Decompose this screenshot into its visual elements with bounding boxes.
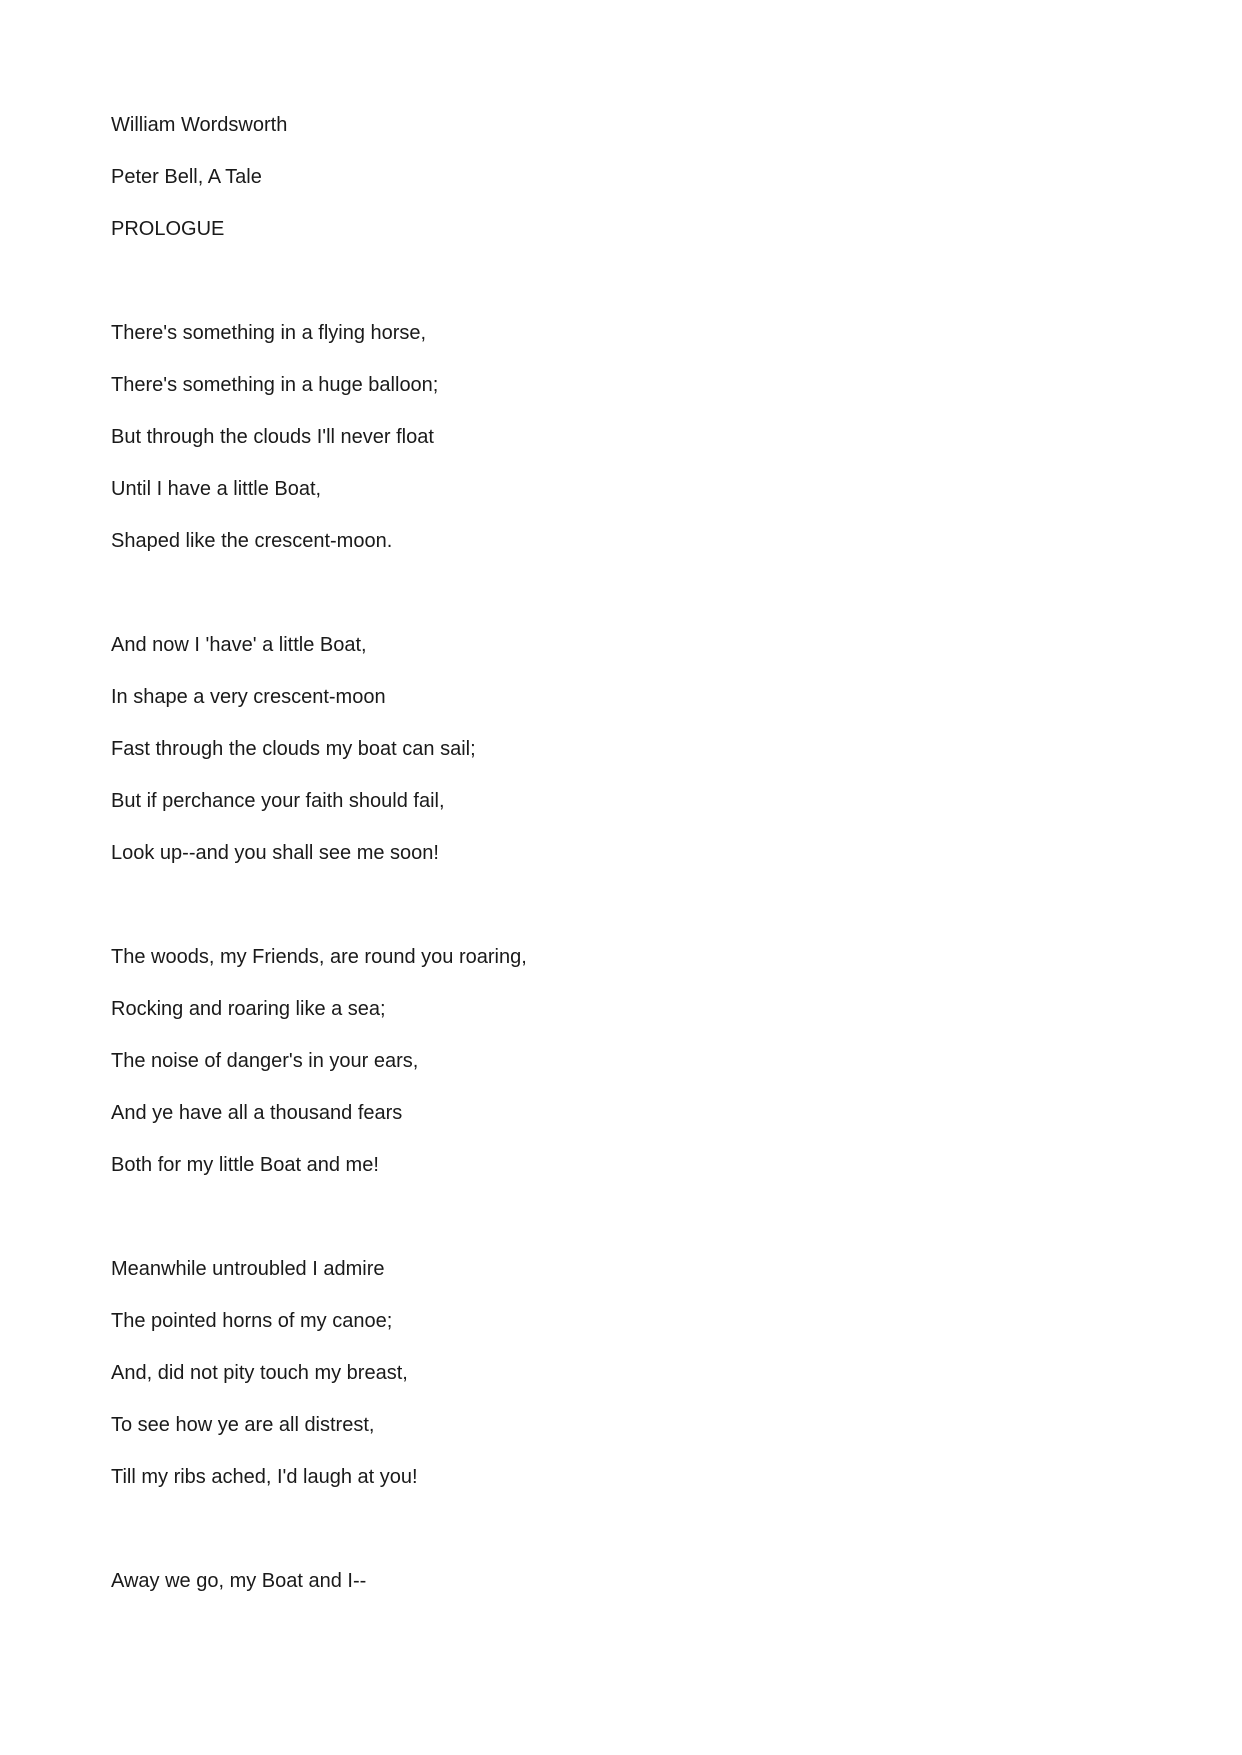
poem-line: Until I have a little Boat,: [111, 478, 322, 500]
poem-line: But through the clouds I'll never float: [111, 426, 434, 448]
poem-line: The pointed horns of my canoe;: [111, 1310, 393, 1332]
poem-line: Both for my little Boat and me!: [111, 1154, 379, 1176]
poem-line: Till my ribs ached, I'd laugh at you!: [111, 1466, 418, 1488]
author-name: William Wordsworth: [111, 114, 288, 136]
poem-line: Away we go, my Boat and I--: [111, 1570, 367, 1592]
poem-line: And, did not pity touch my breast,: [111, 1362, 408, 1384]
poem-line: To see how ye are all distrest,: [111, 1414, 375, 1436]
poem-line: There's something in a flying horse,: [111, 322, 427, 344]
poem-line: And ye have all a thousand fears: [111, 1102, 403, 1124]
poem-line: In shape a very crescent-moon: [111, 686, 386, 708]
poem-line: Fast through the clouds my boat can sail;: [111, 738, 476, 760]
poem-line: Shaped like the crescent-moon.: [111, 530, 393, 552]
poem-line: Rocking and roaring like a sea;: [111, 998, 386, 1020]
poem-line: Look up--and you shall see me soon!: [111, 842, 439, 864]
poem-line: The woods, my Friends, are round you roaring,: [111, 946, 527, 968]
poem-line: The noise of danger's in your ears,: [111, 1050, 419, 1072]
poem-line: And now I 'have' a little Boat,: [111, 634, 367, 656]
poem-line: Meanwhile untroubled I admire: [111, 1258, 385, 1280]
poem-title: Peter Bell, A Tale: [111, 166, 262, 188]
section-heading: PROLOGUE: [111, 218, 225, 240]
poem-line: But if perchance your faith should fail,: [111, 790, 445, 812]
poem-line: There's something in a huge balloon;: [111, 374, 439, 396]
